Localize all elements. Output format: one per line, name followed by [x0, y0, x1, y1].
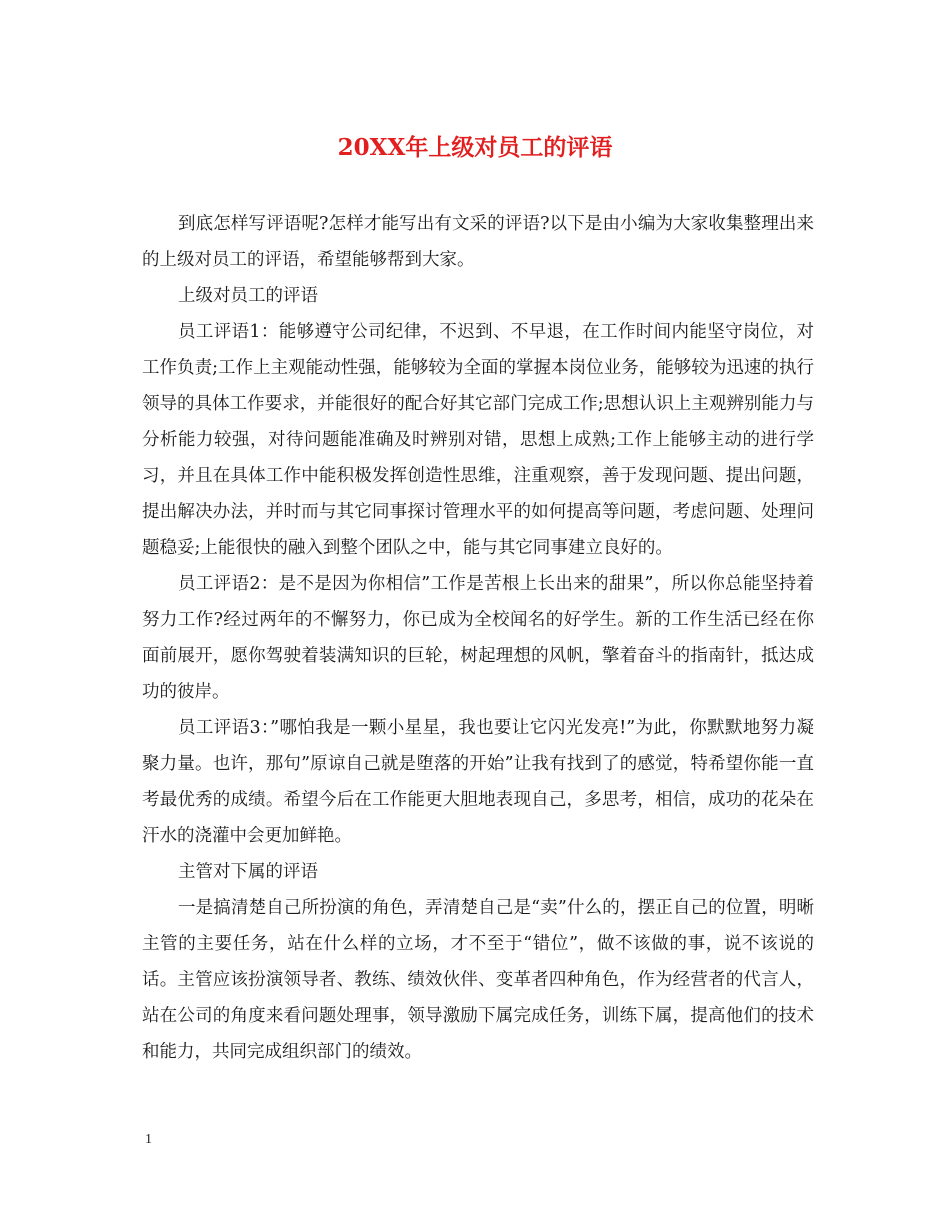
section-heading-supervisor-comments: 主管对下属的评语: [178, 862, 318, 882]
employee-comment-2: 员工评语2：是不是因为你相信”工作是苦根上长出来的甜果”，所以你总能坚持着努力工作?经过两年的不懈努力，你已成为全校闻名的好学生。新的工作生活已经在你面前展开，愿你驾驶着装满知识的巨轮，树起理想的风帆，擎着奋斗的指南针，抵达成功的彼岸。: [142, 574, 814, 702]
employee-comment-3: 员工评语3：”哪怕我是一颗小星星，我也要让它闪光发亮!”为此，你默默地努力凝聚力量。也许，那句”原谅自己就是堕落的开始”让我有找到了的感觉，特希望你能一直考最优秀的成绩。希望今后在工作能更大胆地表现自己，多思考，相信，成功的花朵在汗水的浇灌中会更加鲜艳。: [142, 718, 814, 846]
employee-comment-1: 员工评语1：能够遵守公司纪律，不迟到、不早退，在工作时间内能坚守岗位，对工作负责;工作上主观能动性强，能够较为全面的掌握本岗位业务，能够较为迅速的执行领导的具体工作要求，并能很好的配合好其它部门完成工作;思想认识上主观辨别能力与分析能力较强，对待问题能准确及时辨别对错，思想上成熟;工作上能够主动的进行学习，并且在具体工作中能积极发挥创造性思维，注重观察，善于发现问题、提出问题，提出解决办法，并时而与其它同事探讨管理水平的如何提高等问题，考虑问题、处理问题稳妥;上能很快的融入到整个团队之中，能与其它同事建立良好的。: [142, 322, 814, 558]
supervisor-comment-paragraph: 一是搞清楚自己所扮演的角色，弄清楚自己是“卖”什么的，摆正自己的位置，明晰主管的主要任务，站在什么样的立场，才不至于“错位”，做不该做的事，说不该说的话。主管应该扮演领导者、教练、绩效伙伴、变革者四种角色，作为经营者的代言人，站在公司的角度来看问题处理事，领导激励下属完成任务，训练下属，提高他们的技术和能力，共同完成组织部门的绩效。: [142, 898, 814, 1062]
document-title: 20XX年上级对员工的评语: [337, 134, 613, 161]
section-heading-superior-comments: 上级对员工的评语: [178, 286, 318, 306]
document-body: [142, 206, 814, 1070]
intro-paragraph: 到底怎样写评语呢?怎样才能写出有文采的评语?以下是由小编为大家收集整理出来的上级对员工的评语，希望能够帮到大家。: [142, 214, 814, 270]
page-number: 1: [145, 1132, 152, 1147]
